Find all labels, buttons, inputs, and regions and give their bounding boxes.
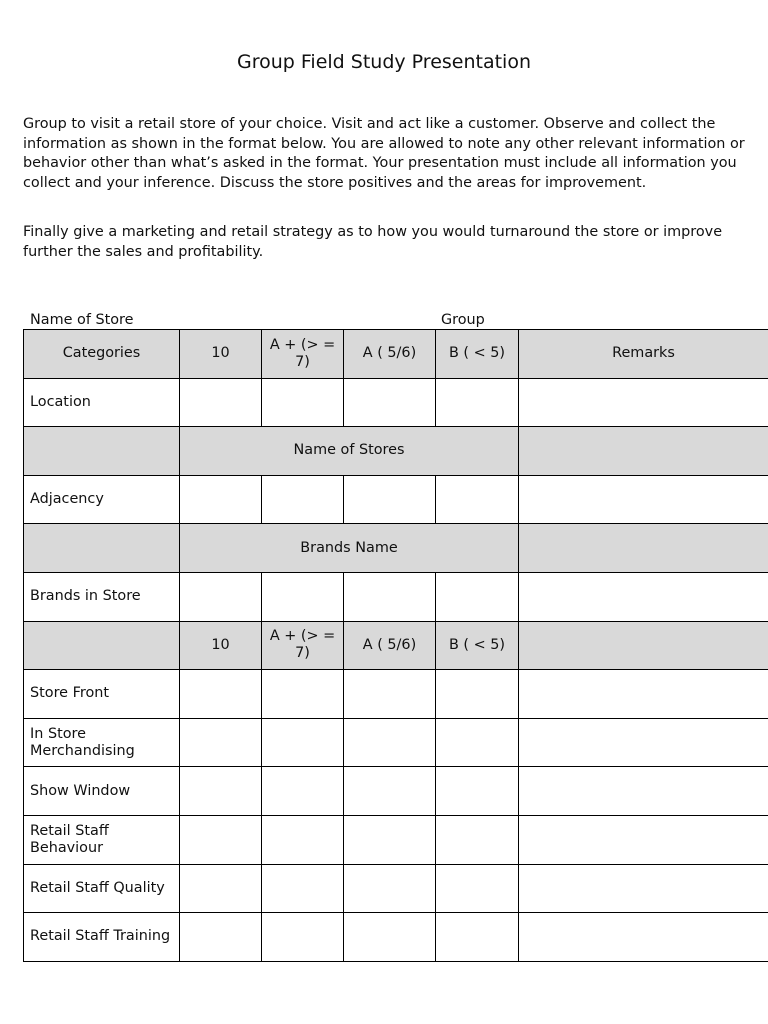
header-cell: A ( 5/6) xyxy=(344,621,436,670)
header-cell: Categories xyxy=(24,330,180,379)
table-row xyxy=(24,913,768,962)
table-row xyxy=(24,815,768,864)
section-heading: Brands Name xyxy=(180,524,519,573)
instructions-paragraph: Group to visit a retail store of your choice. Visit and act like a customer. Observe and collect the information as shown in the format below. You are allowed to note any other relevant information or behavior other than what’s asked in the format. Your presentation must include all information you collect and your inference. Discuss the store positives and the areas for improvement. xyxy=(23,116,745,191)
empty-cell xyxy=(519,524,768,573)
header-cell: B ( < 5) xyxy=(436,330,519,379)
empty-cell[interactable] xyxy=(262,913,344,962)
empty-cell[interactable] xyxy=(344,864,436,913)
section-row xyxy=(24,427,768,476)
empty-cell[interactable] xyxy=(344,913,436,962)
table-row xyxy=(24,572,768,621)
section-row xyxy=(24,524,768,573)
empty-cell[interactable] xyxy=(344,670,436,719)
table-row xyxy=(24,475,768,524)
empty-cell xyxy=(519,621,768,670)
empty-cell[interactable] xyxy=(180,913,262,962)
section-heading: Name of Stores xyxy=(180,427,519,476)
empty-cell[interactable] xyxy=(344,815,436,864)
subheader-row xyxy=(24,621,768,670)
remarks-cell[interactable] xyxy=(519,572,768,621)
table-row xyxy=(24,670,768,719)
empty-cell[interactable] xyxy=(436,864,519,913)
evaluation-table xyxy=(23,329,768,962)
empty-cell[interactable] xyxy=(344,767,436,816)
empty-cell xyxy=(24,427,180,476)
header-cell: A + (> = 7) xyxy=(262,621,344,670)
row-label: Retail Staff Behaviour xyxy=(24,815,180,864)
empty-cell[interactable] xyxy=(436,913,519,962)
empty-cell[interactable] xyxy=(180,378,262,427)
empty-cell[interactable] xyxy=(436,767,519,816)
table-row xyxy=(24,718,768,767)
remarks-cell[interactable] xyxy=(519,767,768,816)
remarks-cell[interactable] xyxy=(519,718,768,767)
empty-cell[interactable] xyxy=(344,718,436,767)
row-label: Store Front xyxy=(24,670,180,719)
empty-cell[interactable] xyxy=(436,670,519,719)
group-label: Group xyxy=(441,312,485,328)
empty-cell xyxy=(24,524,180,573)
empty-cell[interactable] xyxy=(180,864,262,913)
header-cell: A ( 5/6) xyxy=(344,330,436,379)
row-label: Show Window xyxy=(24,767,180,816)
empty-cell[interactable] xyxy=(436,572,519,621)
remarks-cell[interactable] xyxy=(519,670,768,719)
row-label: Retail Staff Training xyxy=(24,913,180,962)
table-row xyxy=(24,767,768,816)
empty-cell[interactable] xyxy=(436,718,519,767)
row-label: Retail Staff Quality xyxy=(24,864,180,913)
header-cell: Remarks xyxy=(519,330,768,379)
empty-cell[interactable] xyxy=(262,815,344,864)
empty-cell[interactable] xyxy=(344,475,436,524)
remarks-cell[interactable] xyxy=(519,864,768,913)
strategy-paragraph: Finally give a marketing and retail strategy as to how you would turnaround the store or improve further the sales and profitability. xyxy=(23,224,723,260)
empty-cell xyxy=(519,427,768,476)
empty-cell[interactable] xyxy=(262,475,344,524)
empty-cell[interactable] xyxy=(344,378,436,427)
empty-cell[interactable] xyxy=(180,670,262,719)
table-row xyxy=(24,378,768,427)
empty-cell[interactable] xyxy=(180,572,262,621)
empty-cell[interactable] xyxy=(262,767,344,816)
row-label: Location xyxy=(24,378,180,427)
empty-cell[interactable] xyxy=(262,572,344,621)
remarks-cell[interactable] xyxy=(519,378,768,427)
remarks-cell[interactable] xyxy=(519,913,768,962)
empty-cell[interactable] xyxy=(344,572,436,621)
empty-cell[interactable] xyxy=(436,815,519,864)
store-name-label: Name of Store xyxy=(30,312,134,328)
header-cell: 10 xyxy=(180,621,262,670)
empty-cell[interactable] xyxy=(180,475,262,524)
empty-cell[interactable] xyxy=(180,718,262,767)
table-header-row xyxy=(24,330,768,379)
header-cell: B ( < 5) xyxy=(436,621,519,670)
empty-cell[interactable] xyxy=(262,864,344,913)
empty-cell[interactable] xyxy=(436,475,519,524)
empty-cell[interactable] xyxy=(262,718,344,767)
empty-cell[interactable] xyxy=(180,815,262,864)
row-label: Brands in Store xyxy=(24,572,180,621)
empty-cell xyxy=(24,621,180,670)
page-title: Group Field Study Presentation xyxy=(237,51,531,73)
row-label: Adjacency xyxy=(24,475,180,524)
remarks-cell[interactable] xyxy=(519,815,768,864)
empty-cell[interactable] xyxy=(436,378,519,427)
header-cell: 10 xyxy=(180,330,262,379)
empty-cell[interactable] xyxy=(262,670,344,719)
row-label: In Store Merchandising xyxy=(24,718,180,767)
remarks-cell[interactable] xyxy=(519,475,768,524)
empty-cell[interactable] xyxy=(180,767,262,816)
header-cell: A + (> = 7) xyxy=(262,330,344,379)
table-row xyxy=(24,864,768,913)
empty-cell[interactable] xyxy=(262,378,344,427)
